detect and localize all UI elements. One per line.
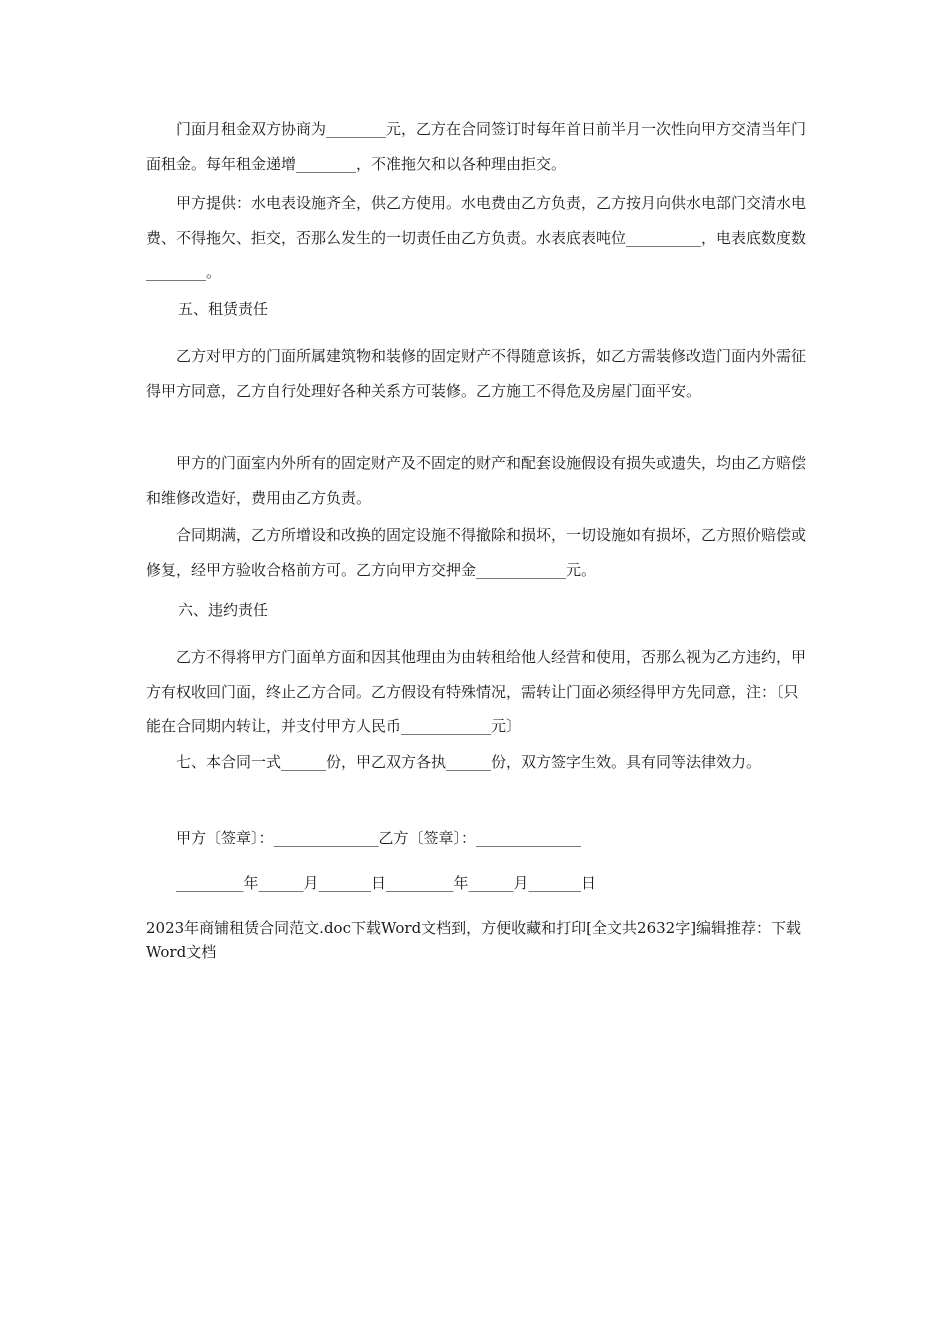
rent-paragraph: 门面月租金双方协商为________元，乙方在合同签订时每年首日前半月一次性向甲方交清当年门面租金。每年租金递增________，不准拖欠和以各种理由拒交。 — [146, 120, 807, 173]
signature-line: 甲方〔签章〕：______________乙方〔签章〕：______________ — [176, 829, 582, 847]
copies-paragraph: 七、本合同一式______份，甲乙双方各执______份，双方签字生效。具有同等法律效力。 — [176, 753, 762, 771]
expiry-deposit-paragraph: 合同期满，乙方所增设和改换的固定设施不得撤除和损坏，一切设施如有损坏，乙方照价赔偿或修复，经甲方验收合格前方可。乙方向甲方交押金____________元。 — [146, 526, 807, 579]
date-line: _________年______月_______日_________年______月_______日 — [176, 874, 597, 892]
section-heading-breach: 六、违约责任 — [178, 601, 269, 619]
section-heading-lease-responsibility: 五、租赁责任 — [178, 300, 269, 318]
compensation-paragraph: 甲方的门面室内外所有的固定财产及不固定的财产和配套设施假设有损失或遗失，均由乙方赔偿和维修改造好，费用由乙方负责。 — [146, 454, 807, 507]
breach-paragraph: 乙方不得将甲方门面单方面和因其他理由为由转租给他人经营和使用，否那么视为乙方违约，甲方有权收回门面，终止乙方合同。乙方假设有特殊情况，需转让门面必须经得甲方先同意，注：〔只能在合同期内转让，并支付甲方人民币____________元〕 — [146, 648, 807, 735]
utilities-paragraph: 甲方提供：水电表设施齐全，供乙方使用。水电费由乙方负责，乙方按月向供水电部门交清水电费、不得拖欠、拒交，否那么发生的一切责任由乙方负责。水表底表吨位__________，电表底数度数________。 — [146, 194, 807, 281]
download-footer: 2023年商铺租赁合同范文.doc下载Word文档到，方便收藏和打印[全文共2632字]编辑推荐：下载Word文档 — [146, 919, 802, 961]
renovation-paragraph: 乙方对甲方的门面所属建筑物和装修的固定财产不得随意该拆，如乙方需装修改造门面内外需征得甲方同意，乙方自行处理好各种关系方可装修。乙方施工不得危及房屋门面平安。 — [146, 347, 807, 400]
